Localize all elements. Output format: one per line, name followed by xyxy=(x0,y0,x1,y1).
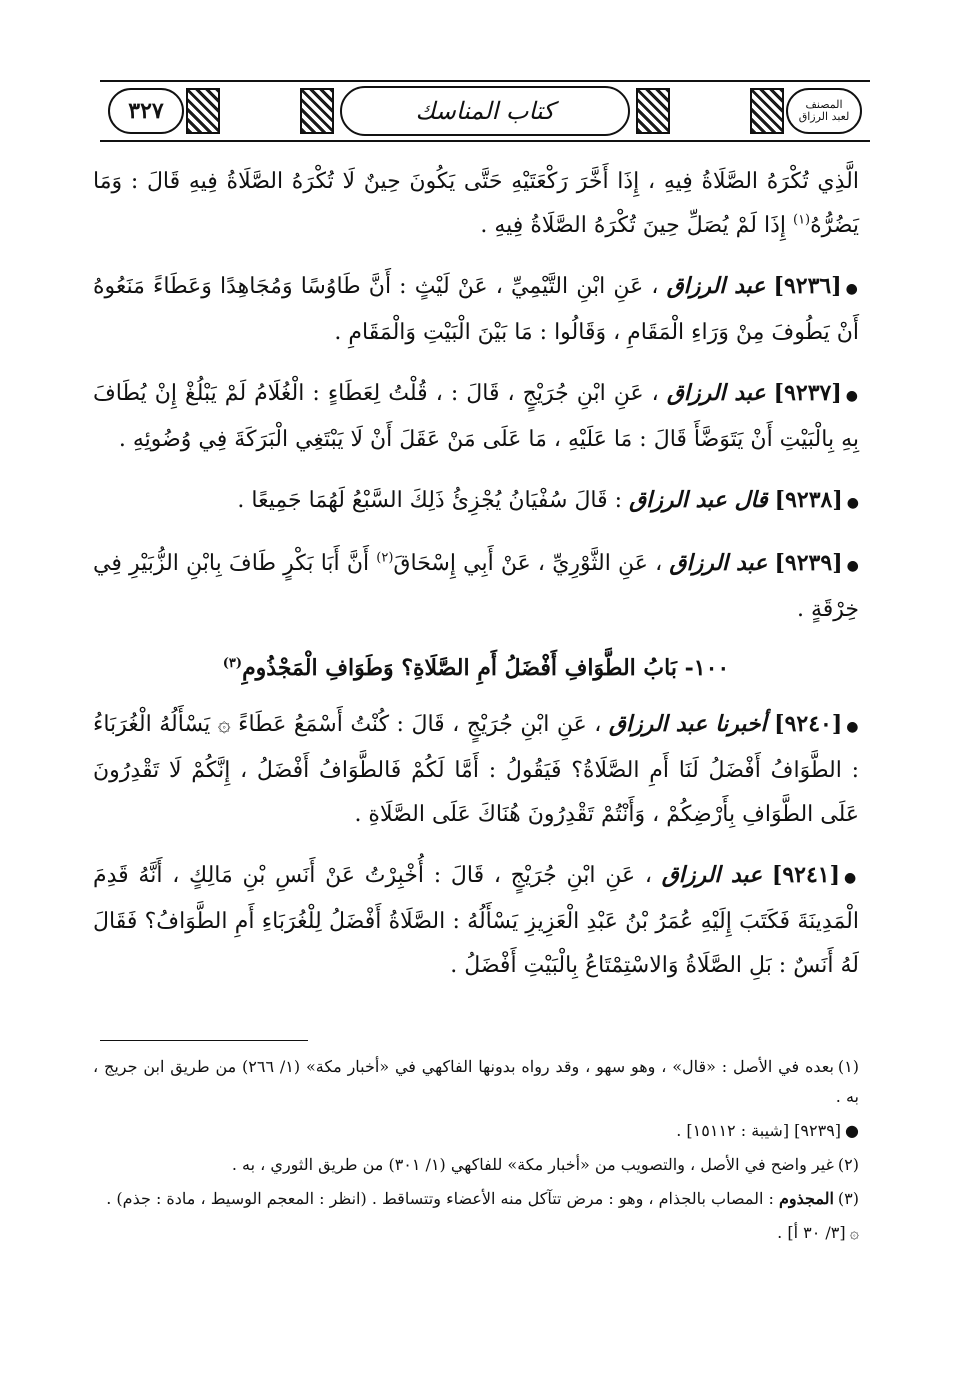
hadith-number: [٩٢٣٨] xyxy=(774,487,843,513)
footnote-term: المجذوم xyxy=(778,1189,834,1208)
hadith-paragraph xyxy=(93,853,859,988)
page-number-text: ٣٢٧ xyxy=(128,98,164,124)
bullet-icon: ● xyxy=(846,719,859,735)
seal-text: المصنف xyxy=(805,98,843,111)
manuscript-marker-icon: ۞ xyxy=(849,1223,859,1242)
footnote xyxy=(93,1184,859,1214)
ornament-pattern xyxy=(186,88,220,134)
footnote xyxy=(93,1150,859,1180)
footnote-marker: (١) xyxy=(792,212,811,228)
hadith-paragraph xyxy=(93,371,859,462)
bullet-icon: ● xyxy=(844,870,859,886)
paragraph-text: : قَالَ سُفْيَانُ يُجْزِئُ ذَلِكَ السَّبْعُ لَهُمَا جَمِيعًا . xyxy=(237,488,623,513)
footnote-marker: (٢) xyxy=(376,550,394,566)
hadith-number: [٩٢٤٠] xyxy=(774,711,843,737)
footnote-text: [٩٢٣٩] [شيبة : ١٥١١٢] . xyxy=(676,1121,842,1140)
paragraph-text: ، عَنِ ابْنِ التَّيْمِيِّ ، عَنْ لَيْثٍ : أَنَّ طَاوُسًا وَمُجَاهِدًا وَعَطَاءً مَنَعُوهُ أَنْ يَطُوفَ مِنْ وَرَاءِ الْمَقَامِ ، وَقَالُوا : مَا بَيْنَ الْبَيْتِ وَالْمَقَامِ . xyxy=(93,274,859,345)
footnote-text: غير واضح في الأصل ، والتصويب من «أخبار مكة» للفاكهي (١/ ٣٠١) من طريق الثوري ، به . xyxy=(231,1155,834,1174)
header-rule-bottom xyxy=(100,140,870,142)
footnote-number: (٢) xyxy=(837,1155,859,1174)
footnote xyxy=(93,1116,859,1146)
hadith-paragraph xyxy=(93,702,859,837)
footnote-text: بعده في الأصل : «قال» ، وهو سهو ، وقد رواه بدونها الفاكهي في «أخبار مكة» (١/ ٢٦٦) من طريق ابن جريج ، به . xyxy=(93,1057,859,1106)
page-header xyxy=(100,80,870,142)
book-seal-icon xyxy=(786,88,862,134)
hadith-number: [٩٢٣٩] xyxy=(774,550,843,576)
footnotes xyxy=(93,1052,859,1252)
paragraph-text: ، عَنِ الثَّوْرِيِّ ، عَنْ أَبِي إِسْحَاقَ xyxy=(393,551,663,576)
footnote-number: (٣) xyxy=(837,1189,859,1208)
paragraph-text: ، عَنِ ابْنِ جُرَيْجٍ ، قَالَ : أُخْبِرْتُ عَنْ أَنَسِ بْنِ مَالِكٍ ، أَنَّهُ قَدِمَ الْمَدِينَةَ فَكَتَبَ إِلَيْهِ عُمَرُ بْنُ عَبْدِ الْعَزِيزِ يَسْأَلُهُ : الصَّلَاةُ أَفْضَلُ لِلْغُرَبَاءِ أَمِ الطَّوَافُ؟ فَقَالَ لَهُ أَنَسٌ : بَلِ الصَّلَاةُ وَالاسْتِمْتَاعُ بِالْبَيْتِ أَفْضَلُ . xyxy=(93,863,859,978)
paragraph-text: إِذَا لَمْ يُصَلِّ حِينَ تُكْرَهُ الصَّلَاةُ فِيهِ . xyxy=(480,213,793,238)
header-rule-top xyxy=(100,80,870,82)
ornament-pattern xyxy=(636,88,670,134)
paragraph-text: ، عَنِ ابْنِ جُرَيْجٍ ، قَالَ : كُنْتُ أَسْمَعُ عَطَاءً ۞ يَسْأَلُهُ الْغُرَبَاءُ : الطَّوَافُ أَفْضَلُ لَنَا أَمِ الصَّلَاةُ؟ فَيَقُولُ : أَمَّا لَكُمْ فَالطَّوَافُ أَفْضَلُ ، إِنَّكُمْ لَا تَقْدِرُونَ عَلَى الطَّوَافِ بِأَرْضِكُمْ ، وَأَنْتُمْ تَقْدِرُونَ هُنَاكَ عَلَى الصَّلَاةِ . xyxy=(93,712,859,827)
running-title xyxy=(340,86,630,136)
main-text xyxy=(93,160,859,1004)
bullet-icon: ● xyxy=(845,388,860,404)
hadith-number: [٩٢٣٧] xyxy=(773,380,842,406)
narrator-name: عبد الرزاق xyxy=(669,550,768,576)
narrator-name: عبد الرزاق xyxy=(661,862,763,888)
chapter-heading xyxy=(93,648,859,688)
ornament-pattern xyxy=(750,88,784,134)
hadith-paragraph xyxy=(93,160,859,248)
chapter-heading-text: ١٠٠- بَابُ الطَّوَافِ أَفْضَلُ أَمِ الصَّلَاةِ؟ وَطَوَافِ الْمَجْذُومِ xyxy=(242,655,730,681)
hadith-paragraph xyxy=(93,478,859,525)
hadith-paragraph xyxy=(93,264,859,355)
paragraph-text: الَّذِي تُكْرَهُ الصَّلَاةُ فِيهِ ، إِذَا أَخَّرَ رَكْعَتَيْهِ حَتَّى يَكُونَ حِينٌ لَا تُكْرَهُ الصَّلَاةُ فِيهِ قَالَ : وَمَا يَضُرُّهُ xyxy=(93,169,859,238)
footnote-number: (١) xyxy=(837,1057,859,1076)
footnote-divider xyxy=(100,1040,308,1041)
bullet-icon: ● xyxy=(846,495,859,511)
footnote xyxy=(93,1218,859,1248)
narrator-name: قال عبد الرزاق xyxy=(629,487,768,513)
footnote xyxy=(93,1052,859,1112)
seal-text: لعبد الرزاق xyxy=(798,110,850,123)
narrator-name: أخبرنا عبد الرزاق xyxy=(608,711,767,737)
paragraph-text: ، عَنِ ابْنِ جُرَيْجٍ ، قَالَ : ، قُلْتُ لِعَطَاءٍ : الْغُلَامُ لَمْ يَبْلُغْ إِنْ يُطَافَ بِهِ بِالْبَيْتِ أَنْ يَتَوَضَّأَ قَالَ : مَا عَلَيْهِ ، مَا عَلَى مَنْ عَقَلَ أَنْ لَا يَبْتَغِي الْبَرَكَةَ فِي وُضُوئِهِ . xyxy=(93,381,859,452)
footnote-text: : المصاب بالجذام ، وهو : مرض تتآكل منه الأعضاء وتتساقط . (انظر : المعجم الوسيط ، مادة : جذم) . xyxy=(106,1189,774,1208)
narrator-name: عبد الرزاق xyxy=(666,380,766,406)
footnote-text: [٣/ ٣٠ أ] . xyxy=(777,1223,846,1242)
narrator-name: عبد الرزاق xyxy=(666,273,766,299)
page-number xyxy=(108,88,184,134)
bullet-icon: ● xyxy=(846,558,860,574)
paragraph-text: أَنَّ أَبَا بَكْرٍ طَافَ بِابْنِ الزُّبَيْرِ فِي خِرْقَةٍ . xyxy=(93,551,859,622)
hadith-number: [٩٢٤١] xyxy=(771,862,841,888)
hadith-paragraph xyxy=(93,541,859,632)
ornament-pattern xyxy=(300,88,334,134)
hadith-number: [٩٢٣٦] xyxy=(773,273,842,299)
running-title-text: كتاب المناسك xyxy=(415,97,555,125)
bullet-icon: ● xyxy=(845,1121,859,1140)
footnote-marker: (٣) xyxy=(222,655,243,671)
bullet-icon: ● xyxy=(845,281,859,297)
